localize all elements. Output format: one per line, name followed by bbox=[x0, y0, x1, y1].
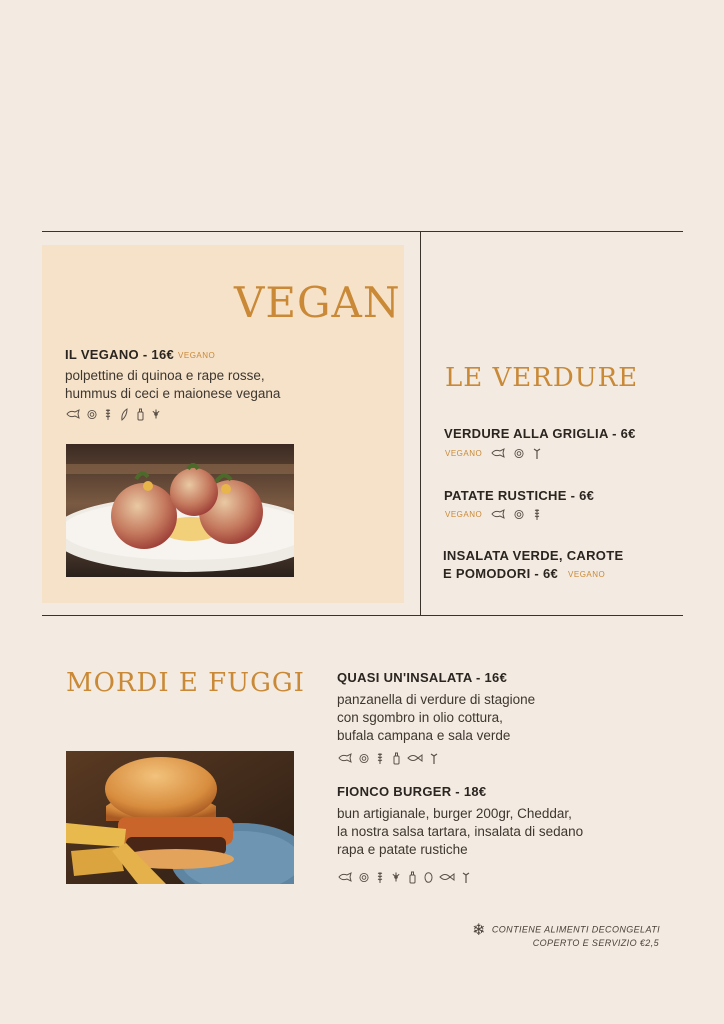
bowl-icon bbox=[359, 871, 369, 883]
photo-vegan-dish bbox=[66, 444, 294, 577]
description-line: con sgombro in olio cottura, bbox=[337, 710, 503, 725]
fish-shape-icon bbox=[490, 508, 506, 520]
celery-icon bbox=[429, 752, 439, 764]
dish-meta-verdure-alla-griglia bbox=[445, 447, 542, 459]
wheat-icon bbox=[532, 508, 542, 520]
dish-title-il-vegano bbox=[65, 346, 215, 365]
bottle-icon bbox=[391, 752, 401, 764]
sesame-icon bbox=[391, 871, 401, 883]
dish-description-il-vegano bbox=[65, 367, 280, 403]
fish-shape-icon bbox=[337, 871, 353, 883]
vegan-tag: VEGANO bbox=[445, 448, 483, 458]
bowl-icon bbox=[359, 752, 369, 764]
celery-icon bbox=[461, 871, 471, 883]
vegan-tag: VEGANO bbox=[178, 350, 216, 360]
dish-meta-patate-rustiche bbox=[445, 508, 542, 520]
description-line: bun artigianale, burger 200gr, Cheddar, bbox=[337, 806, 572, 821]
allergen-icons-il-vegano bbox=[65, 407, 161, 421]
sesame-icon bbox=[151, 408, 161, 420]
dish-title-verdure-alla-griglia: VERDURE ALLA GRIGLIA - 6€ bbox=[444, 426, 636, 441]
allergen-icons-fionco-burger bbox=[337, 870, 471, 884]
fish-icon bbox=[407, 752, 423, 764]
section-title-vegan: VEGAN bbox=[234, 278, 401, 327]
description-line: la nostra salsa tartara, insalata di sedano bbox=[337, 824, 584, 839]
bottle-icon bbox=[135, 408, 145, 420]
bottle-icon bbox=[407, 871, 417, 883]
dish-description-fionco-burger bbox=[337, 805, 583, 859]
dish-title-fionco-burger: FIONCO BURGER - 18€ bbox=[337, 784, 487, 799]
description-line: panzanella di verdure di stagione bbox=[337, 692, 536, 707]
wheat-icon bbox=[103, 408, 113, 420]
description-line: bufala campana e sala verde bbox=[337, 728, 511, 743]
photo-burger bbox=[66, 751, 294, 884]
dish-description-quasi-un-insalata bbox=[337, 691, 535, 745]
column-divider bbox=[420, 231, 421, 615]
frozen-food-note bbox=[472, 920, 660, 940]
wheat-icon bbox=[375, 752, 385, 764]
frozen-note-text: CONTIENE ALIMENTI DECONGELATI bbox=[491, 924, 660, 935]
middle-divider bbox=[42, 615, 683, 616]
section-title-mordi-e-fuggi: MORDI E FUGGI bbox=[66, 668, 305, 698]
dish-title-insalata-verde bbox=[443, 547, 623, 584]
egg-icon bbox=[423, 871, 433, 883]
wheat-icon bbox=[375, 871, 385, 883]
dish-name-line: INSALATA VERDE, CAROTE bbox=[443, 548, 624, 563]
dish-name-line-2 bbox=[443, 565, 623, 584]
dish-title-patate-rustiche: PATATE RUSTICHE - 6€ bbox=[444, 488, 595, 503]
fish-shape-icon bbox=[490, 447, 506, 459]
snowflake-icon: ❄ bbox=[472, 922, 486, 939]
description-line: hummus di ceci e maionese vegana bbox=[65, 386, 281, 401]
dish-name-line: E POMODORI - 6€ bbox=[443, 566, 559, 581]
description-line: polpettine di quinoa e rape rosse, bbox=[65, 368, 265, 383]
leaf-icon bbox=[119, 408, 129, 420]
fish-icon bbox=[439, 871, 455, 883]
service-charge-note: COPERTO E SERVIZIO €2,5 bbox=[532, 938, 659, 948]
top-divider bbox=[42, 231, 683, 232]
celery-icon bbox=[532, 447, 542, 459]
section-title-le-verdure: LE VERDURE bbox=[445, 363, 639, 393]
bowl-icon bbox=[514, 508, 524, 520]
bowl-icon bbox=[514, 447, 524, 459]
vegan-tag: VEGANO bbox=[568, 569, 606, 579]
allergen-icons-quasi-un-insalata bbox=[337, 751, 439, 765]
bowl-icon bbox=[87, 408, 97, 420]
vegan-tag: VEGANO bbox=[445, 509, 483, 519]
dish-title-quasi-un-insalata: QUASI UN'INSALATA - 16€ bbox=[337, 670, 508, 685]
fish-shape-icon bbox=[65, 408, 81, 420]
fish-shape-icon bbox=[337, 752, 353, 764]
dish-name: IL VEGANO - 16€ bbox=[65, 347, 175, 362]
description-line: rapa e patate rustiche bbox=[337, 842, 468, 857]
